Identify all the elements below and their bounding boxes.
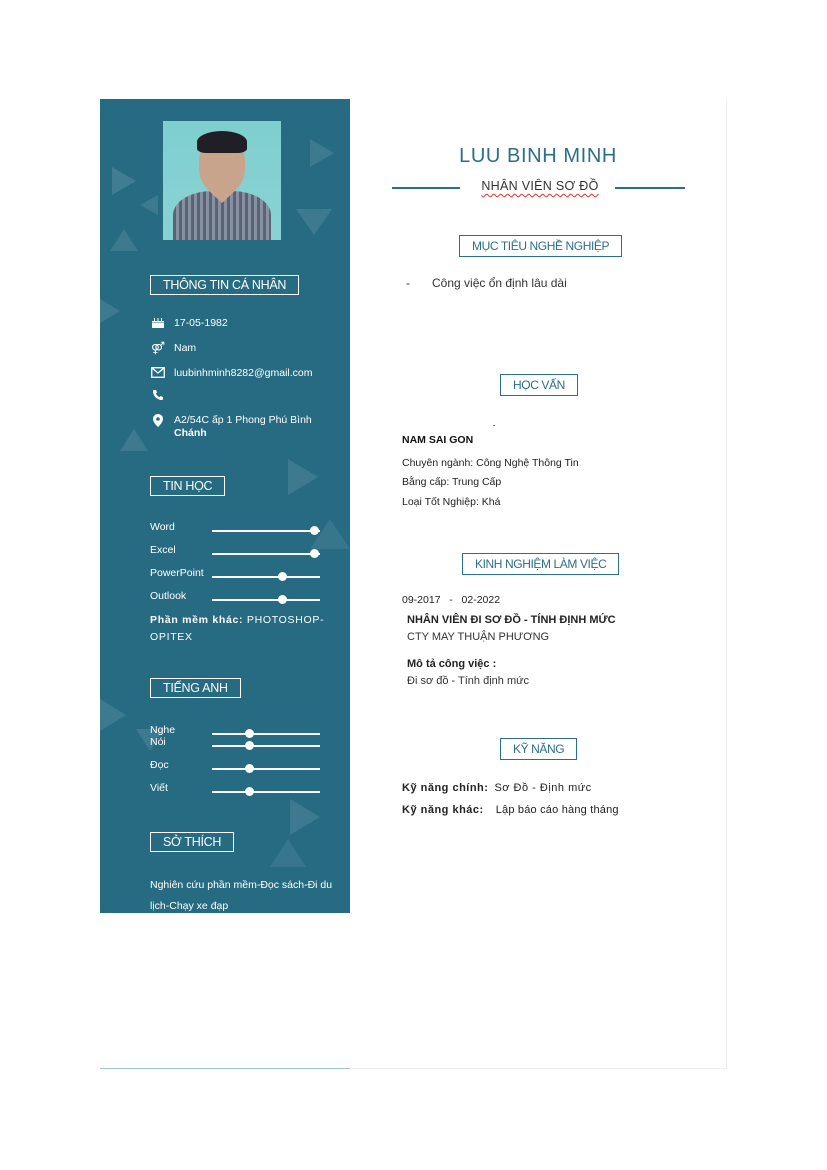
skill-level-knob [278,572,287,581]
address-line1: A2/54C ấp 1 Phong Phú Bình [174,414,312,426]
decor-triangle [100,699,126,731]
english-heading: TIẾNG ANH [150,678,241,698]
birthday-row [150,317,324,331]
email-value[interactable]: luubinhminh8282@gmail.com [174,367,313,379]
decor-triangle [112,167,136,195]
other-software-label: Phần mềm khác: [150,614,244,626]
experience-date: 09-2017 - 02-2022 [402,594,501,606]
phone-icon [150,389,166,403]
skill-level-knob [310,549,319,558]
sidebar [100,99,350,913]
skill-label: Outlook [150,590,187,602]
objective-item [406,276,567,290]
job-title: NHÂN VIÊN SƠ ĐỒ [481,179,599,193]
skill-track [212,768,320,770]
skill-label: Excel [150,544,176,556]
experience-desc: Đi sơ đồ - Tính định mức [407,675,529,687]
decor-triangle [120,429,148,451]
skill-level-knob [278,595,287,604]
experience-position: NHÂN VIÊN ĐI SƠ ĐỒ - TÍNH ĐỊNH MỨC [407,614,616,626]
gender-value: Nam [174,342,197,354]
decor-triangle [310,139,334,167]
other-skill-label: Kỹ năng khác: [402,804,484,816]
skill-label: Word [150,521,175,533]
main-skill-value: Sơ Đồ - Định mức [494,782,592,794]
skill-label: Nói [150,736,166,748]
skill-row [150,544,350,560]
sidebar-bottom-line [100,1068,350,1069]
skill-track [212,576,320,578]
email-row [150,367,324,381]
hobbies-heading: SỞ THÍCH [150,832,234,852]
skill-label: Nghe [150,724,176,736]
skill-level-knob [245,764,254,773]
decor-triangle [140,195,158,215]
birthday-cake-icon [150,317,166,331]
decor-triangle [296,209,332,235]
education-grade: Loại Tốt Nghiệp: Khá [402,496,501,508]
skill-row [150,736,350,752]
experience-heading: KINH NGHIỆM LÀM VIỆC [462,553,619,575]
skill-row [150,782,350,798]
skill-track [212,791,320,793]
address-value [174,414,324,440]
skill-track [212,553,320,555]
objective-heading: MỤC TIÊU NGHỀ NGHIỆP [459,235,622,257]
location-pin-icon [150,414,166,428]
profile-photo [163,121,281,240]
experience-company: CTY MAY THUẬN PHƯƠNG [407,631,550,643]
personal-info-heading: THÔNG TIN CÁ NHÂN [150,275,299,295]
skill-track [212,599,320,601]
objective-text: Công việc ổn định lâu dài [432,276,567,290]
it-heading: TIN HỌC [150,476,225,496]
title-line-right [615,187,685,189]
decor-triangle [110,229,138,251]
hobbies-text: Nghiên cứu phần mềm-Đọc sách-Đi du lịch-Chạy xe đạp [150,879,333,912]
main-skill-row [402,782,592,794]
skill-track [212,745,320,747]
page-right-border [726,99,727,1069]
education-school: NAM SAI GON [402,434,474,446]
decor-triangle [288,459,318,495]
education-degree: Bằng cấp: Trung Cấp [402,476,502,488]
decor-triangle [290,799,320,835]
skill-label: Viết [150,782,168,794]
other-software-value: PHOTOSHOP-OPITEX [150,614,325,643]
skill-row [150,567,350,583]
candidate-name: LUU BINH MINH [459,145,617,167]
skill-level-knob [245,787,254,796]
address-row [150,414,324,440]
other-skill-row [402,804,619,816]
skill-track [212,530,320,532]
stray-dot [493,425,495,426]
gender-row [150,342,324,356]
page-bottom-border [350,1068,727,1069]
other-software [150,612,340,646]
birthday-value: 17-05-1982 [174,317,228,329]
title-line-left [392,187,460,189]
skill-label: Đọc [150,759,169,771]
skill-row [150,590,350,606]
objective-dash: - [406,276,410,290]
skill-row [150,521,350,537]
experience-desc-label: Mô tả công việc : [407,658,497,670]
skill-level-knob [245,741,254,750]
skills-heading: KỸ NĂNG [500,738,577,760]
decor-triangle [270,839,306,867]
main-skill-label: Kỹ năng chính: [402,782,489,794]
address-line2: Chánh [174,427,207,439]
skill-row [150,759,350,775]
education-major: Chuyên ngành: Công Nghệ Thông Tin [402,457,579,469]
education-heading: HỌC VẤN [500,374,578,396]
email-icon [150,367,166,381]
decor-triangle [100,299,120,323]
skill-label: PowerPoint [150,567,204,579]
phone-row [150,389,324,403]
other-skill-value: Lập báo cáo hàng tháng [495,804,619,816]
skill-level-knob [310,526,319,535]
gender-icon: ⚤ [150,341,166,355]
skill-track [212,733,320,735]
